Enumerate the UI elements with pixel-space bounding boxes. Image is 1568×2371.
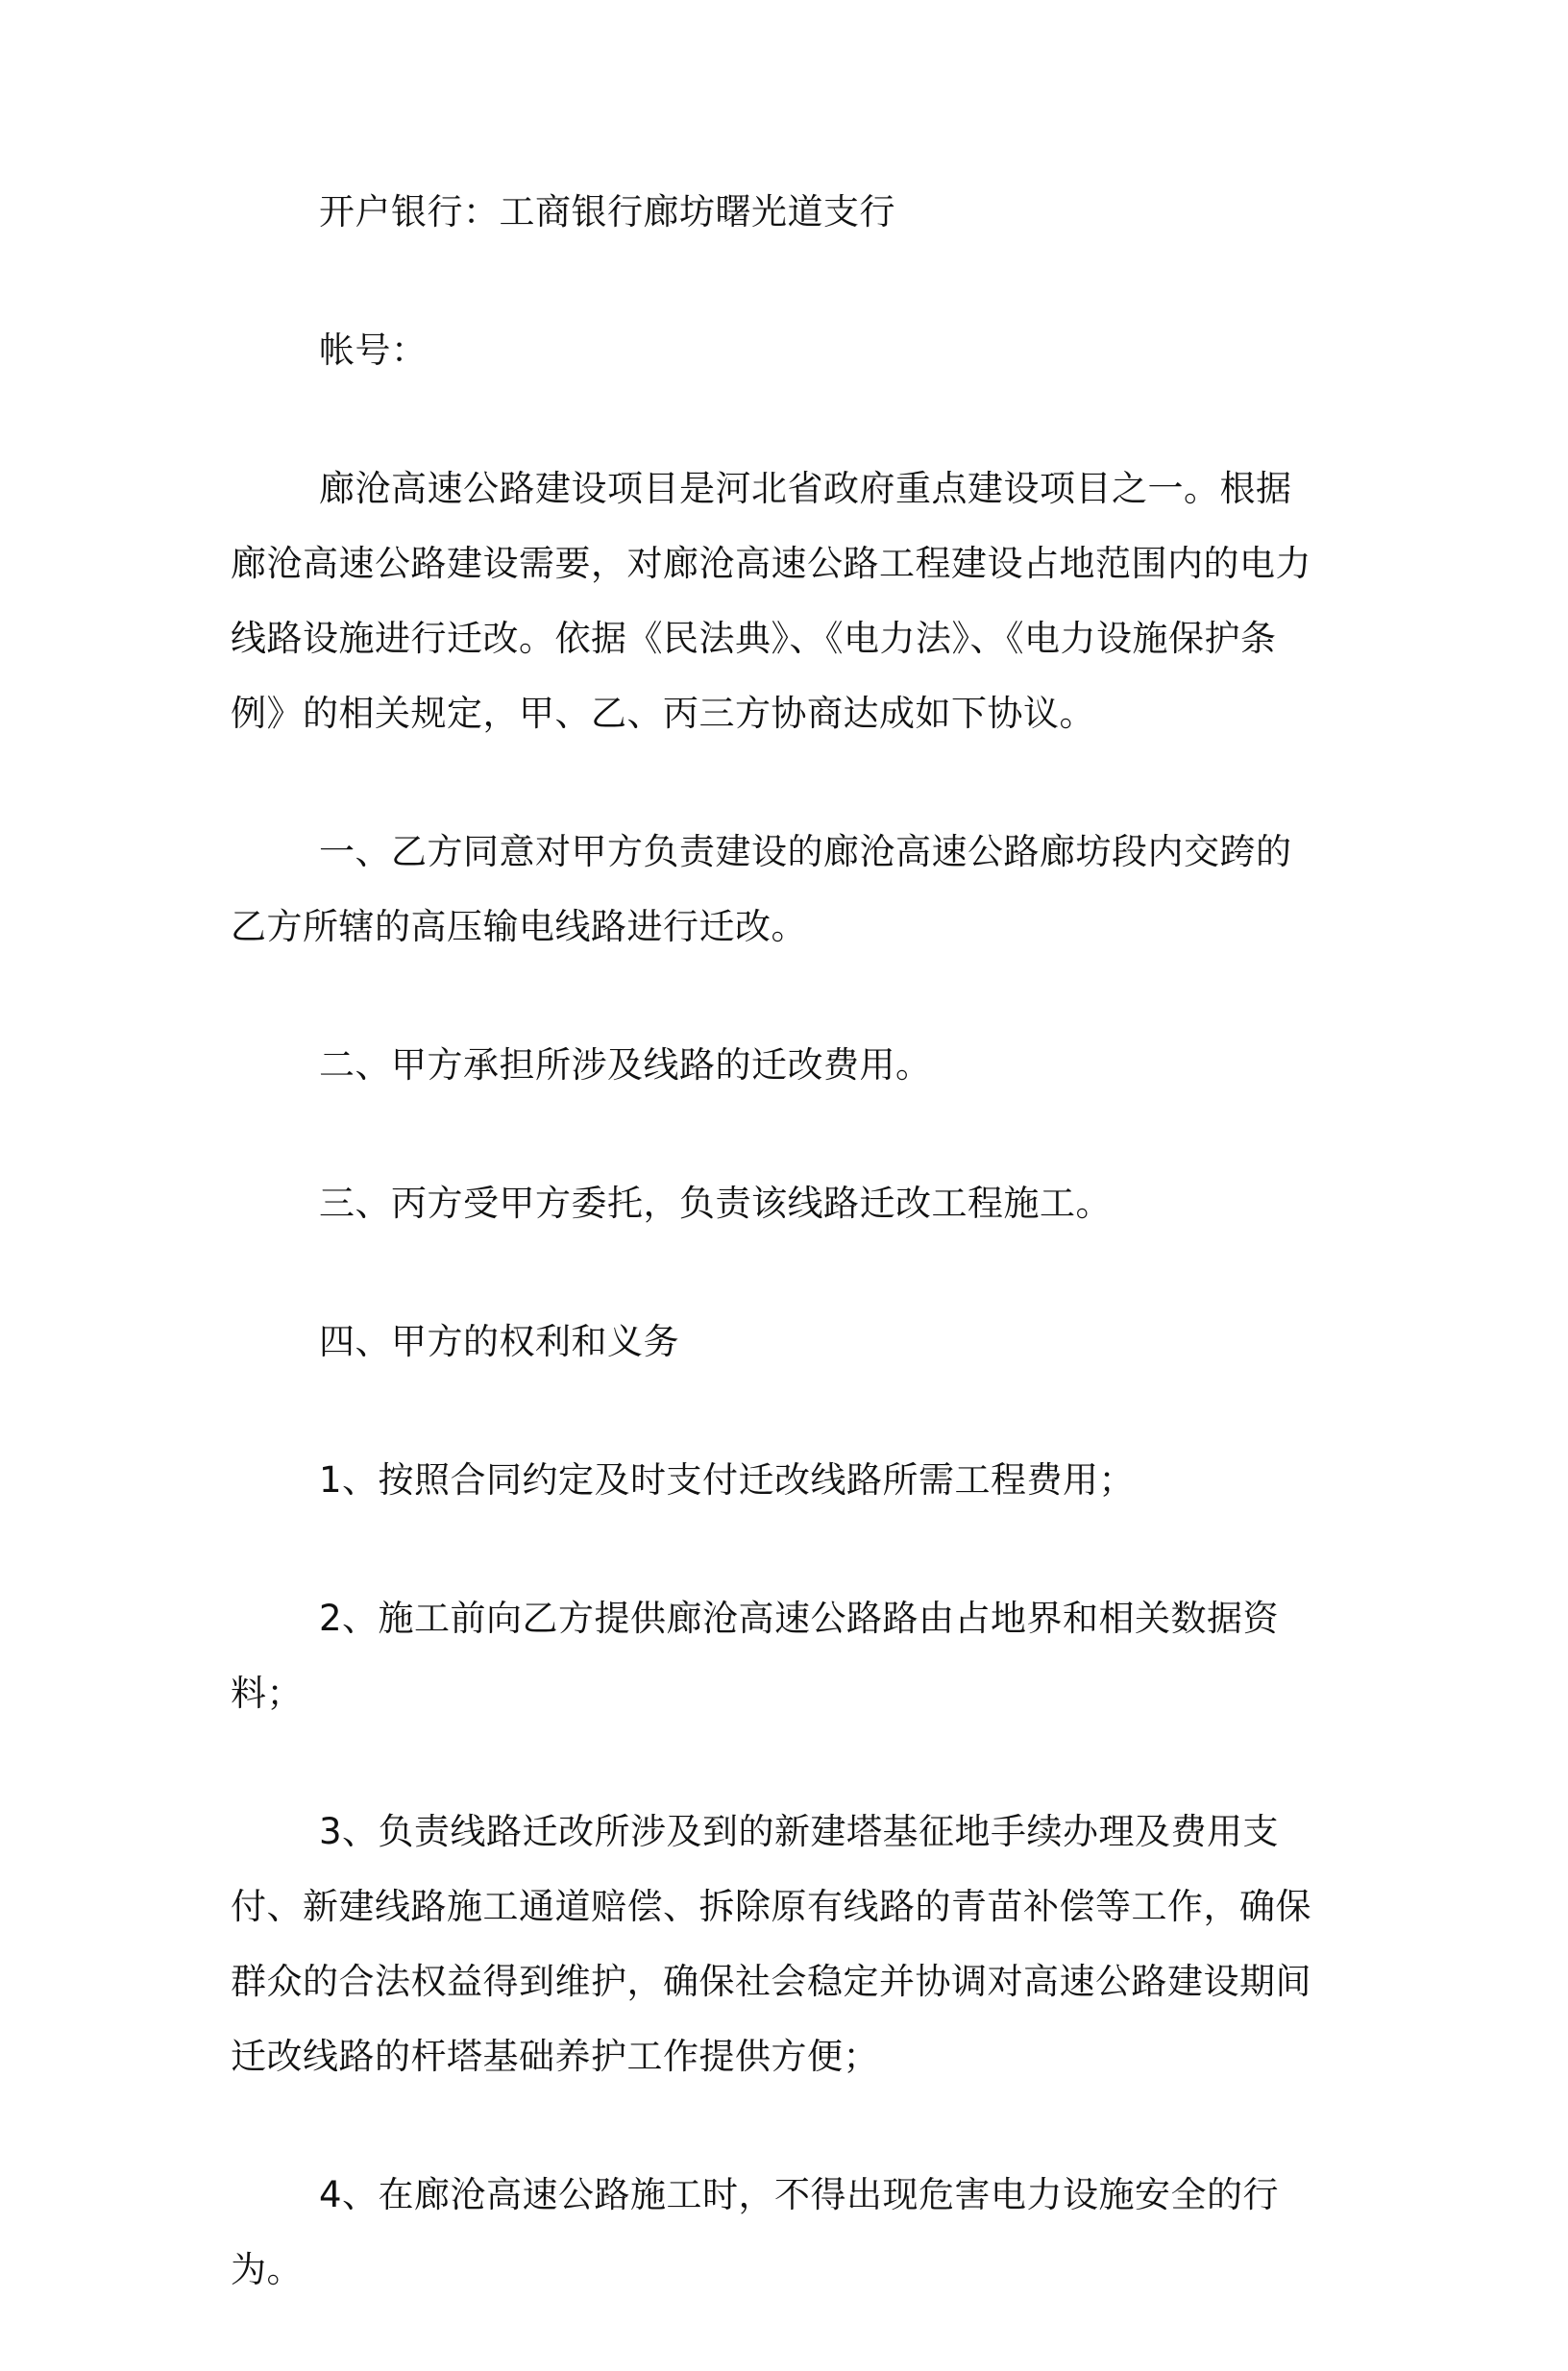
paragraph-item-1: 1、按照合同约定及时支付迁改线路所需工程费用； <box>319 1459 1136 1501</box>
paragraph-preamble: 廊沧高速公路建设项目是河北省政府重点建设项目之一。根据廊沧高速公路建设需要，对廊沧高速公路工程建设占地范围内的电力线路设施进行迁改。依据《民法典》、《电力法》、《电力设施保护条例》的相关规定，甲、乙、丙三方协商达成如下协议。 <box>231 468 1311 734</box>
paragraph-clause-4-heading: 四、甲方的权利和义务 <box>319 1321 679 1362</box>
paragraph-clause-1: 一、乙方同意对甲方负责建设的廊沧高速公路廊坊段内交跨的乙方所辖的高压输电线路进行迁改。 <box>231 831 1292 947</box>
paragraph-clause-3: 三、丙方受甲方委托，负责该线路迁改工程施工。 <box>319 1183 1112 1224</box>
paragraph-item-3: 3、负责线路迁改所涉及到的新建塔基征地手续办理及费用支付、新建线路施工通道赔偿、拆除原有线路的青苗补偿等工作，确保群众的合法权益得到维护，确保社会稳定并协调对高速公路建设期间迁改线路的杆塔基础养护工作提供方便； <box>231 1811 1311 2077</box>
paragraph-item-2: 2、施工前向乙方提供廊沧高速公路路由占地界和相关数据资料； <box>231 1598 1280 1714</box>
document-body <box>231 175 1322 2371</box>
paragraph-account-number: 帐号： <box>319 330 428 371</box>
paragraph-clause-2: 二、甲方承担所涉及线路的迁改费用。 <box>319 1044 932 1086</box>
paragraph-item-4: 4、在廊沧高速公路施工时，不得出现危害电力设施安全的行为。 <box>231 2174 1280 2290</box>
paragraph-bank: 开户银行：工商银行廊坊曙光道支行 <box>319 191 895 232</box>
